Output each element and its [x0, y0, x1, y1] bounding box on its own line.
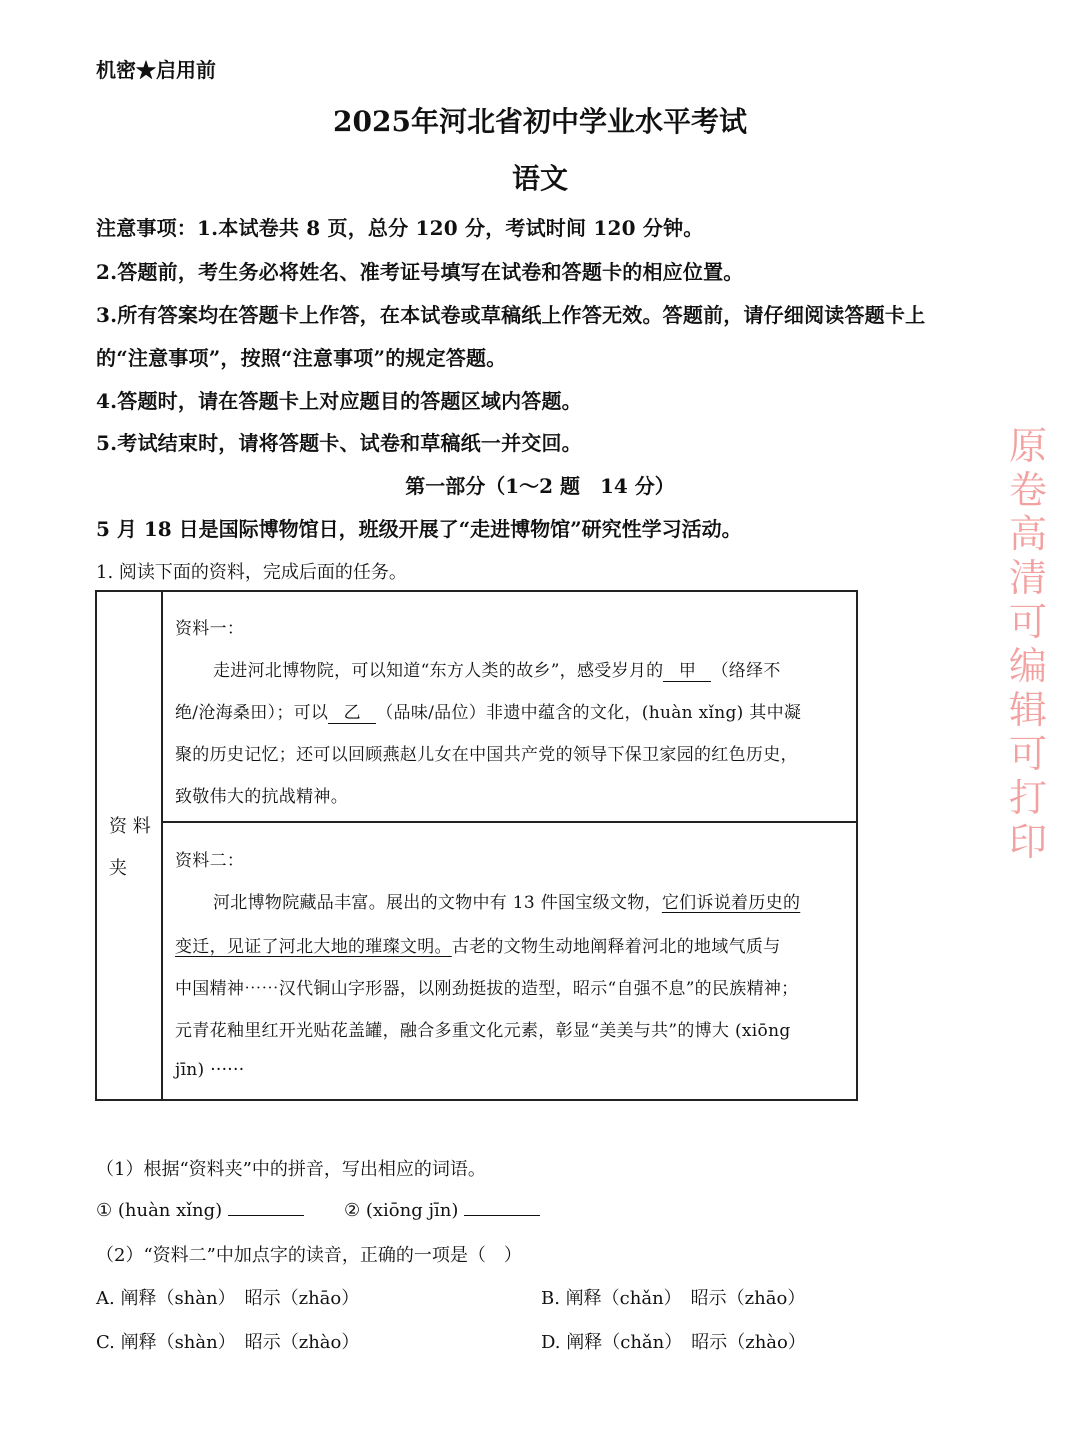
blank-jia: 甲 — [663, 662, 711, 682]
question-1-1: （1）根据“资料夹”中的拼音，写出相应的词语。 — [96, 1159, 486, 1180]
side-label: 资 料 — [109, 816, 151, 837]
material-1-title: 资料一： — [175, 619, 245, 639]
material-2-line: 河北博物院藏品丰富。展出的文物中有 13 件国宝级文物，它们诉说着历史的 — [213, 893, 801, 913]
note-3-line-1: 3.所有答案均在答题卡上作答，在本试卷或草稿纸上作答无效。答题前，请仔细阅读答题卡上 — [96, 303, 926, 327]
material-2-title: 资料二： — [175, 851, 245, 871]
option-d: D. 阐释（chǎn） 昭示（zhào） — [541, 1332, 806, 1353]
note-2: 2.答题前，考生务必将姓名、准考证号填写在试卷和答题卡的相应位置。 — [96, 260, 744, 284]
note-5: 5.考试结束时，请将答题卡、试卷和草稿纸一并交回。 — [96, 431, 582, 455]
exam-title: 2025年河北省初中学业水平考试 — [333, 105, 747, 138]
material-folder-table — [95, 590, 858, 1101]
confidential-label: 机密★启用前 — [96, 58, 216, 82]
note-1: 注意事项：1.本试卷共 8 页，总分 120 分，考试时间 120 分钟。 — [96, 216, 704, 240]
answer-blank[interactable] — [228, 1199, 304, 1216]
material-2-line: 中国精神⋯⋯汉代铜山字形器，以刚劲挺拔的造型，昭示“自强不息”的民族精神； — [175, 979, 799, 999]
part-heading: 第一部分（1～2 题 14 分） — [405, 474, 675, 498]
note-4: 4.答题时，请在答题卡上对应题目的答题区域内答题。 — [96, 389, 582, 413]
option-c: C. 阐释（shàn） 昭示（zhào） — [96, 1332, 360, 1353]
question-1-2: （2）“资料二”中加点字的读音，正确的一项是（ ） — [96, 1245, 522, 1266]
activity-intro: 5 月 18 日是国际博物馆日，班级开展了“走进博物馆”研究性学习活动。 — [96, 517, 742, 541]
note-3-line-2: 的“注意事项”，按照“注意事项”的规定答题。 — [96, 346, 507, 370]
material-side-column — [97, 592, 163, 1099]
option-a: A. 阐释（shàn） 昭示（zhāo） — [96, 1288, 360, 1309]
answer-line-2: ② (xiōng jīn) — [344, 1199, 540, 1221]
answer-line-1: ① (huàn xǐng) — [96, 1199, 304, 1221]
side-label: 夹 — [109, 858, 127, 879]
material-1-line: 聚的历史记忆；还可以回顾燕赵儿女在中国共产党的领导下保卫家园的红色历史， — [175, 745, 798, 765]
subject-title: 语文 — [511, 162, 568, 195]
question-1-prompt: 1. 阅读下面的资料，完成后面的任务。 — [96, 562, 407, 583]
material-2-line: jīn) ······ — [175, 1060, 245, 1080]
material-1-line: 致敬伟大的抗战精神。 — [175, 787, 348, 807]
blank-yi: 乙 — [328, 704, 376, 724]
editable-watermark: 原 卷 高 清 可 编 辑 可 打 印 — [1008, 424, 1047, 864]
material-2-line: 元青花釉里红开光贴花盖罐，融合多重文化元素，彰显“美美与共”的博大 (xiōng — [175, 1021, 791, 1041]
material-1-line: 绝/沧海桑田）；可以 乙 （品味/品位）非遗中蕴含的文化，(huàn xǐng) 其中凝 — [175, 703, 802, 723]
material-1-line: 走进河北博物院，可以知道“东方人类的故乡”，感受岁月的 甲 （络绎不 — [213, 661, 781, 681]
material-divider — [163, 821, 856, 823]
answer-blank[interactable] — [464, 1199, 540, 1216]
material-2-line: 变迁，见证了河北大地的璀璨文明。古老的文物生动地阐释着河北的地域气质与 — [175, 937, 781, 957]
option-b: B. 阐释（chǎn） 昭示（zhāo） — [541, 1288, 806, 1309]
